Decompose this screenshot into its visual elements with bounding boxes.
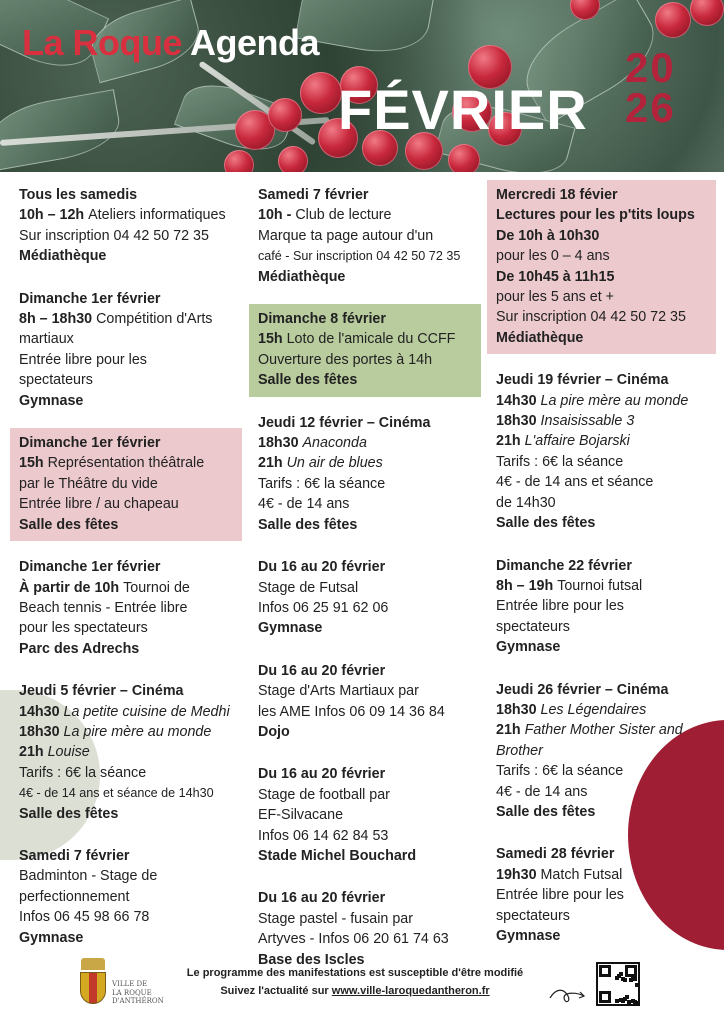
event-time: 8h – 18h30 [19,311,97,328]
event-text: spectateurs [496,618,570,635]
event-date [258,888,472,908]
event-location [19,804,233,824]
event-date [258,764,472,784]
event-card [249,759,481,872]
footer-disclaimer: Le programme des manifestations est susceptible d'être modifié [186,967,524,979]
event-detail [496,720,707,740]
year-top: 20 [625,44,676,91]
event-text: de 14h30 [496,494,556,511]
event-detail [258,826,472,846]
event-card [487,365,716,539]
event-card [249,883,481,976]
event-time: Dimanche 1er février [19,559,161,576]
event-card [487,180,716,354]
event-text: Stage d'Arts Martiaux par [258,683,419,700]
event-time: 21h [19,744,48,761]
event-location [19,639,233,659]
event-time: 15h [258,331,287,348]
event-time: Parc des Adrechs [19,640,140,657]
event-text: 4€ - de 14 ans et séance de 14h30 [19,786,214,801]
event-card [249,180,481,293]
event-detail [19,763,233,783]
event-detail [19,329,233,349]
event-time: Samedi 7 février [258,187,369,203]
event-text: Ateliers informatiques [88,207,226,224]
event-detail [496,307,707,327]
event-date [258,309,472,329]
event-detail [19,578,233,598]
event-time: Dimanche 1er février [19,290,161,307]
event-date [496,844,707,864]
month-title: FÉVRIER [338,78,588,141]
event-detail [496,205,707,225]
event-time: Du 16 au 20 février [258,890,386,907]
event-card [10,552,242,665]
event-card [10,676,242,830]
event-text: Artyves - Infos 06 20 61 74 63 [258,931,449,948]
event-text: Tarifs : 6€ la séance [258,475,386,492]
event-time: Lectures pour les p'tits loups [496,207,695,224]
event-detail [19,370,233,390]
event-detail [19,618,233,638]
event-detail [496,246,707,266]
event-text: Sur inscription 04 42 50 72 35 [496,309,686,326]
event-date [19,681,233,701]
event-title: Un air de blues [286,455,383,472]
event-time: Jeudi 12 février – Cinéma [258,414,431,431]
event-card [249,656,481,749]
event-time: Samedi 7 février [19,847,130,864]
event-text: Entrée libre pour les [496,598,624,615]
event-detail [258,909,472,929]
event-detail [258,929,472,949]
event-text: Match Futsal [540,866,623,883]
event-time: 15h [19,455,48,472]
event-time: 21h [496,722,525,739]
event-text: pour les spectateurs [19,620,148,637]
event-time: 8h – 19h [496,577,558,594]
event-detail [496,493,707,513]
event-date [258,413,472,433]
event-title: La petite cuisine de Medhi [63,703,230,720]
event-text: martiaux [19,331,74,348]
event-time: Jeudi 19 février – Cinéma [496,372,669,389]
event-detail [258,433,472,453]
event-text: Stage de football par [258,786,390,803]
event-text: Entrée libre / au chapeau [19,496,179,513]
event-card [487,839,716,952]
event-date [496,185,707,205]
event-time: 18h30 [496,701,541,718]
event-time: Médiathèque [496,329,584,346]
website-link[interactable]: www.ville-laroquedantheron.fr [331,985,490,997]
event-detail [496,741,707,761]
event-time: Gymnase [496,639,561,656]
event-card [487,551,716,664]
event-time: Dojo [258,723,290,740]
event-detail [496,617,707,637]
event-detail [258,226,472,246]
event-text: Sur inscription 04 42 50 72 35 [19,227,209,244]
event-detail [258,578,472,598]
header-banner [0,0,724,172]
event-detail [496,761,707,781]
event-date [496,556,707,576]
event-detail [258,681,472,701]
event-time: Base des Iscles [258,951,365,968]
event-text: par le Théâtre du vide [19,475,158,492]
event-detail [258,785,472,805]
event-detail [258,205,472,225]
event-title: La pire mère au monde [63,723,212,740]
event-detail [19,474,233,494]
town-logo [78,958,164,1018]
event-location [496,926,707,946]
event-detail [496,596,707,616]
event-location [496,513,707,533]
footer-follow: Suivez l'actualité sur www.ville-laroquedantheron.fr [220,985,490,997]
event-time: Médiathèque [258,268,346,285]
event-date [19,185,233,205]
event-text: EF-Silvacane [258,807,344,824]
event-detail [258,805,472,825]
event-time: Médiathèque [19,248,107,265]
event-title: Anaconda [302,435,367,452]
event-card [249,552,481,645]
event-text: les AME Infos 06 09 14 36 84 [258,703,445,720]
event-time: Du 16 au 20 février [258,662,386,679]
event-time: Salle des fêtes [258,372,358,389]
event-detail [496,576,707,596]
town-crest-icon [78,958,108,1012]
event-detail [496,391,707,411]
event-detail [496,452,707,472]
event-detail [496,226,707,246]
event-location [496,328,707,348]
town-logo-text: VILLE DE LA ROQUE D'ANTHÉRON [112,980,164,1005]
event-detail [19,887,233,907]
event-location [258,370,472,390]
event-detail [19,205,233,225]
event-time: Stade Michel Bouchard [258,847,417,864]
event-card [249,408,481,541]
event-time: Salle des fêtes [258,516,358,533]
event-time: 10h – 12h [19,207,89,224]
event-detail [19,702,233,722]
event-time: Salle des fêtes [19,805,119,822]
event-time: 21h [258,455,287,472]
qr-code-icon[interactable] [596,962,640,1006]
event-time: 18h30 [19,723,64,740]
event-time: 18h30 [496,413,541,430]
event-detail [19,598,233,618]
event-text: Entrée libre pour les [496,887,624,904]
event-time: Du 16 au 20 février [258,559,386,576]
agenda-column-3 [487,180,716,963]
event-detail [19,494,233,514]
event-location [258,515,472,535]
event-time: Jeudi 5 février – Cinéma [19,683,184,700]
agenda-column-1 [10,180,242,965]
event-detail [19,226,233,246]
event-location [258,267,472,287]
event-detail [19,350,233,370]
event-detail [258,598,472,618]
event-text: 4€ - de 14 ans [258,496,350,513]
event-time: Tous les samedis [19,187,138,203]
event-date [19,433,233,453]
event-text: Beach tennis - Entrée libre [19,599,188,616]
event-time: Salle des fêtes [496,803,596,820]
event-detail [496,267,707,287]
event-date [258,661,472,681]
event-detail [19,453,233,473]
event-detail [496,287,707,307]
header-title [22,22,319,64]
year-bottom: 26 [625,83,676,131]
event-text: Ouverture des portes à 14h [258,351,433,368]
event-location [19,928,233,948]
event-time: Dimanche 22 février [496,557,632,574]
event-detail [258,474,472,494]
event-detail [496,885,707,905]
event-text: Badminton - Stage de [19,868,158,885]
event-card [10,180,242,273]
event-location [258,722,472,742]
event-time: Gymnase [496,928,561,944]
event-time: Dimanche 1er février [19,435,161,452]
event-date [19,289,233,309]
event-detail [258,246,472,266]
event-time: De 10h à 10h30 [496,227,600,244]
event-text: Tarifs : 6€ la séance [19,764,147,781]
event-time: Salle des fêtes [19,516,119,533]
event-time: De 10h45 à 11h15 [496,268,615,285]
event-detail [258,702,472,722]
event-text: café - Sur inscription 04 42 50 72 35 [258,249,461,264]
event-text: Stage de Futsal [258,579,359,596]
event-time: 10h - [258,207,296,224]
event-card [487,675,716,829]
event-location [496,637,707,657]
event-title: La pire mère au monde [540,392,689,409]
event-location [258,846,472,866]
event-text: Infos 06 25 91 62 06 [258,599,389,616]
event-detail [19,866,233,886]
event-time: 21h [496,433,525,450]
event-text: Infos 06 14 62 84 53 [258,827,389,844]
event-text: spectateurs [19,372,93,389]
event-title: Insaisissable 3 [540,413,635,430]
event-time: Samedi 28 février [496,846,615,863]
event-text: spectateurs [496,907,570,924]
event-text: Tarifs : 6€ la séance [496,453,624,470]
event-detail [496,472,707,492]
event-detail [496,906,707,926]
event-time: À partir de 10h [19,579,124,596]
event-time: Salle des fêtes [496,515,596,532]
event-time: 14h30 [496,392,541,409]
event-date [258,185,472,205]
event-date [496,370,707,390]
event-detail [496,411,707,431]
event-detail [258,329,472,349]
event-detail [258,350,472,370]
event-text: Tarifs : 6€ la séance [496,763,624,780]
event-text: Stage pastel - fusain par [258,910,413,927]
event-title: Brother [496,742,543,759]
event-date [19,557,233,577]
event-location [496,802,707,822]
event-text: perfectionnement [19,888,130,905]
event-title: Louise [47,744,90,761]
event-time: Dimanche 8 février [258,311,386,328]
event-text: 4€ - de 14 ans et séance [496,474,654,491]
event-detail [19,309,233,329]
event-time: 19h30 [496,866,541,883]
event-detail [496,431,707,451]
arrow-doodle-icon [548,984,588,1006]
event-time: Du 16 au 20 février [258,766,386,783]
event-time: Gymnase [19,929,84,946]
event-detail [258,453,472,473]
event-text: Tournoi de [123,579,190,596]
event-text: pour les 5 ans et + [496,289,615,306]
event-detail [258,494,472,514]
event-location [258,618,472,638]
event-text: Entrée libre pour les [19,351,147,368]
event-time: Gymnase [258,620,323,637]
event-text: 4€ - de 14 ans [496,783,588,800]
event-text: Compétition d'Arts [96,311,213,328]
event-text: Club de lecture [295,207,392,224]
event-title: L'affaire Bojarski [524,433,630,450]
event-card [249,304,481,397]
event-card [10,284,242,417]
event-location [19,246,233,266]
event-text: Tournoi futsal [557,577,643,594]
event-location [19,515,233,535]
event-detail [19,742,233,762]
event-title: Father Mother Sister and [524,722,683,739]
event-card [10,841,242,954]
event-detail [19,783,233,803]
title-agenda: Agenda [190,22,320,63]
year-label [625,44,676,131]
event-card [10,428,242,541]
event-time: 14h30 [19,703,64,720]
event-text: Loto de l'amicale du CCFF [286,331,456,348]
event-time: 18h30 [258,435,303,452]
event-date [496,680,707,700]
event-detail [496,700,707,720]
event-time: Gymnase [19,392,84,409]
event-time: Jeudi 26 février – Cinéma [496,681,669,698]
event-detail [496,782,707,802]
event-detail [19,722,233,742]
event-text: Représentation théâtrale [47,455,205,472]
event-title: Les Légendaires [540,701,647,718]
event-date [19,846,233,866]
event-time: Mercredi 18 févier [496,187,618,203]
event-detail [496,865,707,885]
event-date [258,557,472,577]
event-location [19,391,233,411]
title-town: La Roque [22,22,183,63]
agenda-column-2 [249,180,481,987]
event-detail [19,907,233,927]
event-text: pour les 0 – 4 ans [496,248,610,265]
event-text: Infos 06 45 98 66 78 [19,909,150,926]
event-location [258,950,472,970]
event-text: Marque ta page autour d'un [258,227,434,244]
